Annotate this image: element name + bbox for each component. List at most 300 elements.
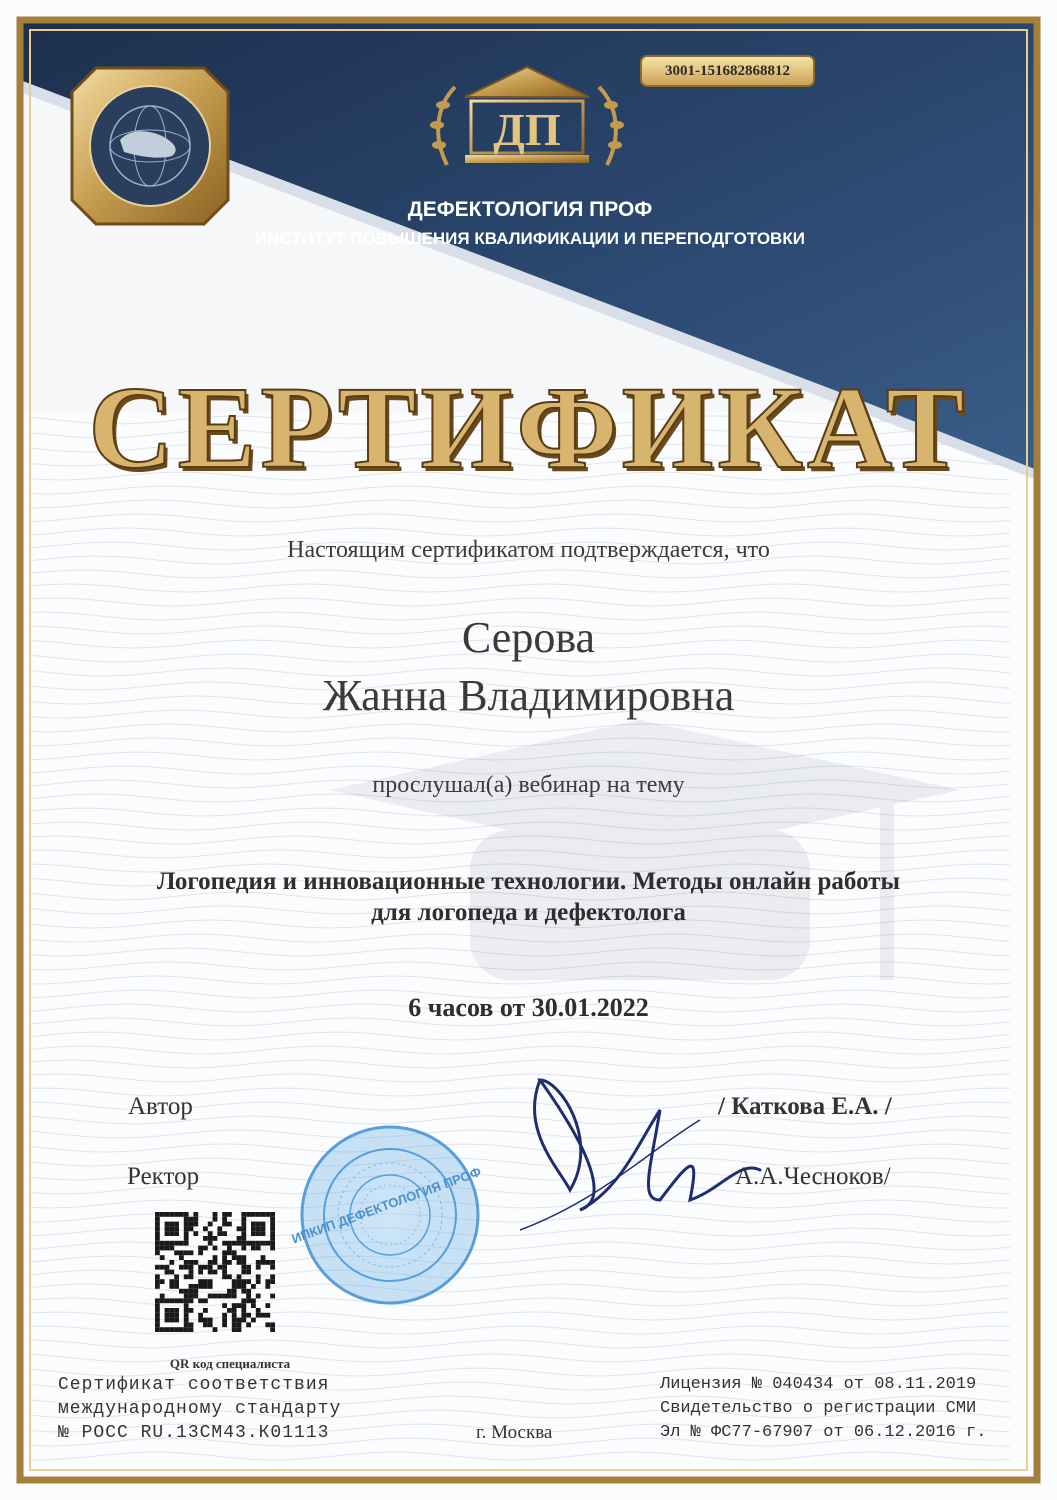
qr-module (227, 1274, 232, 1279)
qr-module (155, 1298, 160, 1303)
qr-module (261, 1226, 266, 1231)
qr-module (241, 1236, 246, 1241)
qr-module (179, 1327, 184, 1332)
qr-module (256, 1226, 261, 1231)
qr-module (160, 1212, 165, 1217)
qr-module (241, 1212, 246, 1217)
qr-module (251, 1212, 256, 1217)
qr-module (241, 1241, 246, 1246)
qr-module (155, 1279, 160, 1284)
qr-module (213, 1260, 218, 1265)
qr-module (237, 1255, 242, 1260)
qr-module (169, 1246, 174, 1251)
qr-module (203, 1246, 208, 1251)
compliance-block (58, 1373, 341, 1445)
qr-module (241, 1284, 246, 1289)
qr-module (198, 1270, 203, 1275)
qr-module (232, 1255, 237, 1260)
qr-module (270, 1231, 275, 1236)
qr-module (203, 1226, 208, 1231)
qr-module (241, 1226, 246, 1231)
rector-name: А.А.Чесноков/ (735, 1163, 891, 1190)
qr-module (246, 1322, 251, 1327)
qr-module (198, 1284, 203, 1289)
qr-module (251, 1298, 256, 1303)
qr-module (270, 1265, 275, 1270)
qr-module (198, 1265, 203, 1270)
qr-module (155, 1246, 160, 1251)
qr-module (265, 1322, 270, 1327)
wave-line (30, 1144, 1010, 1152)
qr-module (241, 1255, 246, 1260)
qr-module (222, 1294, 227, 1299)
qr-module (155, 1322, 160, 1327)
wave-line (30, 1130, 1010, 1138)
qr-module (256, 1231, 261, 1236)
qr-module (213, 1270, 218, 1275)
qr-module (270, 1241, 275, 1246)
organization-subtitle: ИНСТИТУТ ПОВЫШЕНИЯ КВАЛИФИКАЦИИ И ПЕРЕПОДГОТОВКИ (255, 229, 805, 248)
qr-module (184, 1318, 189, 1323)
qr-module (251, 1246, 256, 1251)
qr-module (165, 1246, 170, 1251)
qr-module (155, 1250, 160, 1255)
qr-module (232, 1313, 237, 1318)
qr-module (155, 1241, 160, 1246)
qr-module (174, 1318, 179, 1323)
qr-module (160, 1279, 165, 1284)
qr-module (165, 1298, 170, 1303)
qr-module (265, 1241, 270, 1246)
qr-module (184, 1327, 189, 1332)
qr-module (189, 1250, 194, 1255)
qr-module (155, 1231, 160, 1236)
qr-module (160, 1265, 165, 1270)
qr-module (246, 1313, 251, 1318)
qr-module (227, 1246, 232, 1251)
qr-module (256, 1265, 261, 1270)
qr-module (208, 1236, 213, 1241)
qr-module (256, 1260, 261, 1265)
qr-module (198, 1318, 203, 1323)
qr-module (208, 1284, 213, 1289)
qr-label: QR код специалиста (169, 1356, 291, 1371)
qr-module (165, 1222, 170, 1227)
qr-module (241, 1231, 246, 1236)
qr-module (155, 1284, 160, 1289)
certificate-title: СЕРТИФИКАТ (88, 362, 969, 493)
wave-line (30, 1060, 1010, 1068)
qr-module (213, 1294, 218, 1299)
wave-line (30, 1046, 1010, 1054)
qr-module (261, 1313, 266, 1318)
qr-module (265, 1303, 270, 1308)
qr-module (232, 1308, 237, 1313)
qr-module (169, 1212, 174, 1217)
qr-module (232, 1303, 237, 1308)
qr-module (222, 1270, 227, 1275)
qr-module (169, 1308, 174, 1313)
serial-number: 3001-151682868812 (640, 55, 815, 87)
qr-module (189, 1265, 194, 1270)
qr-module (237, 1322, 242, 1327)
qr-module (193, 1231, 198, 1236)
qr-module (193, 1294, 198, 1299)
qr-module (174, 1308, 179, 1313)
qr-module (241, 1318, 246, 1323)
qr-module (169, 1284, 174, 1289)
qr-module (246, 1294, 251, 1299)
qr-module (261, 1231, 266, 1236)
qr-module (184, 1212, 189, 1217)
qr-module (232, 1289, 237, 1294)
qr-module (237, 1260, 242, 1265)
license-block (660, 1373, 986, 1445)
logo-letters: ДП (493, 104, 561, 155)
qr-module (246, 1270, 251, 1275)
action-text: прослушал(а) вебинар на тему (372, 772, 685, 798)
qr-module (174, 1298, 179, 1303)
qr-module (232, 1279, 237, 1284)
qr-module (270, 1274, 275, 1279)
qr-module (246, 1279, 251, 1284)
qr-module (222, 1250, 227, 1255)
qr-module (155, 1222, 160, 1227)
wave-line (30, 724, 1010, 732)
qr-module (169, 1313, 174, 1318)
qr-module (165, 1313, 170, 1318)
qr-module (160, 1294, 165, 1299)
qr-module (208, 1318, 213, 1323)
qr-module (208, 1294, 213, 1299)
qr-module (189, 1270, 194, 1275)
qr-module (174, 1274, 179, 1279)
qr-module (261, 1222, 266, 1227)
qr-module (256, 1241, 261, 1246)
license-line: Свидетельство о регистрации СМИ (660, 1399, 977, 1418)
qr-module (227, 1294, 232, 1299)
qr-module (270, 1236, 275, 1241)
qr-module (222, 1303, 227, 1308)
qr-module (165, 1212, 170, 1217)
qr-module (189, 1298, 194, 1303)
qr-module (256, 1279, 261, 1284)
qr-module (251, 1222, 256, 1227)
qr-module (184, 1289, 189, 1294)
qr-module (179, 1212, 184, 1217)
qr-module (203, 1284, 208, 1289)
qr-module (241, 1298, 246, 1303)
qr-module (184, 1265, 189, 1270)
qr-module (184, 1236, 189, 1241)
qr-module (165, 1308, 170, 1313)
qr-module (261, 1255, 266, 1260)
wave-line (30, 1074, 1010, 1082)
qr-module (237, 1226, 242, 1231)
qr-module (189, 1289, 194, 1294)
qr-module (184, 1313, 189, 1318)
qr-module (179, 1265, 184, 1270)
webinar-topic-line1: Логопедия и инновационные технологии. Методы онлайн работы (156, 868, 901, 895)
qr-module (160, 1298, 165, 1303)
qr-module (155, 1303, 160, 1308)
qr-module (203, 1322, 208, 1327)
qr-module (165, 1318, 170, 1323)
qr-module (222, 1313, 227, 1318)
qr-module (256, 1308, 261, 1313)
qr-module (270, 1217, 275, 1222)
qr-module (208, 1322, 213, 1327)
qr-module (203, 1308, 208, 1313)
qr-module (189, 1308, 194, 1313)
qr-module (155, 1212, 160, 1217)
wave-line (30, 1452, 1010, 1460)
qr-module (184, 1226, 189, 1231)
qr-module (203, 1236, 208, 1241)
qr-module (241, 1265, 246, 1270)
qr-module (179, 1289, 184, 1294)
qr-module (193, 1289, 198, 1294)
qr-module (155, 1217, 160, 1222)
qr-module (208, 1222, 213, 1227)
qr-module (227, 1260, 232, 1265)
qr-module (270, 1322, 275, 1327)
qr-module (246, 1265, 251, 1270)
hours-and-date: 6 часов от 30.01.2022 (408, 993, 649, 1022)
qr-module (165, 1241, 170, 1246)
qr-module (174, 1250, 179, 1255)
qr-module (217, 1226, 222, 1231)
qr-module (241, 1217, 246, 1222)
qr-module (270, 1327, 275, 1332)
qr-module (155, 1274, 160, 1279)
qr-module (213, 1255, 218, 1260)
qr-module (222, 1274, 227, 1279)
qr-module (241, 1313, 246, 1318)
qr-module (203, 1265, 208, 1270)
wave-line (30, 598, 1010, 606)
qr-module (222, 1318, 227, 1323)
qr-module (251, 1303, 256, 1308)
author-name: / Каткова Е.А. / (718, 1093, 892, 1120)
qr-module (232, 1327, 237, 1332)
organization-name: ДЕФЕКТОЛОГИЯ ПРОФ (407, 198, 653, 221)
qr-module (222, 1212, 227, 1217)
qr-module (227, 1212, 232, 1217)
qr-module (213, 1246, 218, 1251)
qr-module (222, 1260, 227, 1265)
qr-module (189, 1327, 194, 1332)
qr-module (213, 1212, 218, 1217)
qr-module (232, 1322, 237, 1327)
qr-module (261, 1260, 266, 1265)
qr-module (217, 1294, 222, 1299)
qr-module (174, 1241, 179, 1246)
qr-module (261, 1212, 266, 1217)
qr-module (193, 1222, 198, 1227)
qr-module (270, 1226, 275, 1231)
wave-line (30, 1340, 1010, 1348)
wave-line (30, 514, 1010, 522)
qr-module (241, 1260, 246, 1265)
qr-module (189, 1260, 194, 1265)
qr-module (184, 1298, 189, 1303)
qr-module (155, 1226, 160, 1231)
intro-text: Настоящим сертификатом подтверждается, что (287, 537, 770, 563)
qr-module (184, 1308, 189, 1313)
qr-module (174, 1212, 179, 1217)
qr-module (174, 1231, 179, 1236)
qr-module (169, 1231, 174, 1236)
qr-module (251, 1226, 256, 1231)
qr-module (189, 1284, 194, 1289)
qr-module (165, 1231, 170, 1236)
wave-line (30, 500, 1010, 508)
qr-module (184, 1217, 189, 1222)
qr-module (265, 1260, 270, 1265)
qr-module (217, 1265, 222, 1270)
qr-module (213, 1327, 218, 1332)
qr-module (189, 1274, 194, 1279)
city: г. Москва (476, 1422, 553, 1443)
qr-module (270, 1212, 275, 1217)
qr-module (198, 1250, 203, 1255)
qr-module (237, 1327, 242, 1332)
compliance-line: № РОСС RU.13СМ43.К01113 (58, 1423, 330, 1443)
qr-module (256, 1222, 261, 1227)
license-line: Эл № ФС77-67907 от 06.12.2016 г. (660, 1423, 987, 1442)
qr-module (179, 1298, 184, 1303)
qr-module (256, 1246, 261, 1251)
qr-module (270, 1294, 275, 1299)
qr-module (155, 1327, 160, 1332)
qr-module (193, 1284, 198, 1289)
wave-line (30, 1256, 1010, 1264)
wave-line (30, 570, 1010, 578)
qr-module (246, 1289, 251, 1294)
qr-module (184, 1274, 189, 1279)
qr-module (179, 1255, 184, 1260)
qr-module (241, 1308, 246, 1313)
qr-module (169, 1318, 174, 1323)
qr-module (270, 1246, 275, 1251)
wave-line (30, 584, 1010, 592)
qr-module (213, 1217, 218, 1222)
qr-module (198, 1246, 203, 1251)
qr-module (169, 1241, 174, 1246)
qr-module (184, 1294, 189, 1299)
qr-module (169, 1279, 174, 1284)
qr-module (179, 1241, 184, 1246)
qr-module (227, 1241, 232, 1246)
qr-module (160, 1327, 165, 1332)
qr-module (198, 1313, 203, 1318)
qr-module (179, 1250, 184, 1255)
qr-module (222, 1265, 227, 1270)
qr-module (184, 1250, 189, 1255)
qr-module (203, 1279, 208, 1284)
qr-module (169, 1270, 174, 1275)
qr-module (270, 1222, 275, 1227)
qr-module (169, 1327, 174, 1332)
qr-module (189, 1217, 194, 1222)
qr-module (232, 1318, 237, 1323)
qr-module (232, 1294, 237, 1299)
qr-module (237, 1236, 242, 1241)
qr-module (241, 1222, 246, 1227)
qr-module (169, 1222, 174, 1227)
qr-module (251, 1231, 256, 1236)
qr-module (246, 1298, 251, 1303)
qr-module (184, 1322, 189, 1327)
compliance-line: международному стандарту (58, 1399, 342, 1419)
qr-module (193, 1217, 198, 1222)
qr-module (184, 1222, 189, 1227)
qr-module (160, 1241, 165, 1246)
qr-module (208, 1260, 213, 1265)
qr-module (208, 1279, 213, 1284)
qr-module (189, 1294, 194, 1299)
qr-module (155, 1308, 160, 1313)
rector-label: Ректор (127, 1163, 200, 1190)
qr-module (189, 1226, 194, 1231)
qr-module (222, 1231, 227, 1236)
qr-module (237, 1318, 242, 1323)
license-line: Лицензия № 040434 от 08.11.2019 (660, 1375, 977, 1394)
qr-module (256, 1212, 261, 1217)
qr-module (241, 1279, 246, 1284)
qr-module (165, 1270, 170, 1275)
qr-module (227, 1289, 232, 1294)
webinar-topic (60, 866, 997, 928)
qr-module (184, 1241, 189, 1246)
qr-module (265, 1284, 270, 1289)
qr-module (217, 1231, 222, 1236)
qr-module (189, 1222, 194, 1227)
qr-module (155, 1265, 160, 1270)
qr-module (169, 1298, 174, 1303)
wave-line (30, 1200, 1010, 1208)
qr-module (251, 1318, 256, 1323)
qr-module (155, 1318, 160, 1323)
qr-module (227, 1250, 232, 1255)
qr-module (265, 1212, 270, 1217)
qr-module (165, 1265, 170, 1270)
qr-module (208, 1270, 213, 1275)
qr-module (222, 1222, 227, 1227)
qr-module (222, 1322, 227, 1327)
qr-module (174, 1279, 179, 1284)
qr-module (189, 1322, 194, 1327)
qr-module (193, 1212, 198, 1217)
qr-module (165, 1327, 170, 1332)
qr-module (246, 1212, 251, 1217)
wave-line (30, 528, 1010, 536)
qr-module (198, 1279, 203, 1284)
recipient-surname: Серова (461, 613, 596, 662)
qr-module (256, 1274, 261, 1279)
qr-module (241, 1246, 246, 1251)
qr-module (203, 1318, 208, 1323)
qr-module (184, 1303, 189, 1308)
qr-module (227, 1222, 232, 1227)
qr-module (241, 1303, 246, 1308)
qr-module (227, 1308, 232, 1313)
qr-module (232, 1241, 237, 1246)
qr-module (213, 1236, 218, 1241)
qr-module (222, 1255, 227, 1260)
qr-module (241, 1270, 246, 1275)
